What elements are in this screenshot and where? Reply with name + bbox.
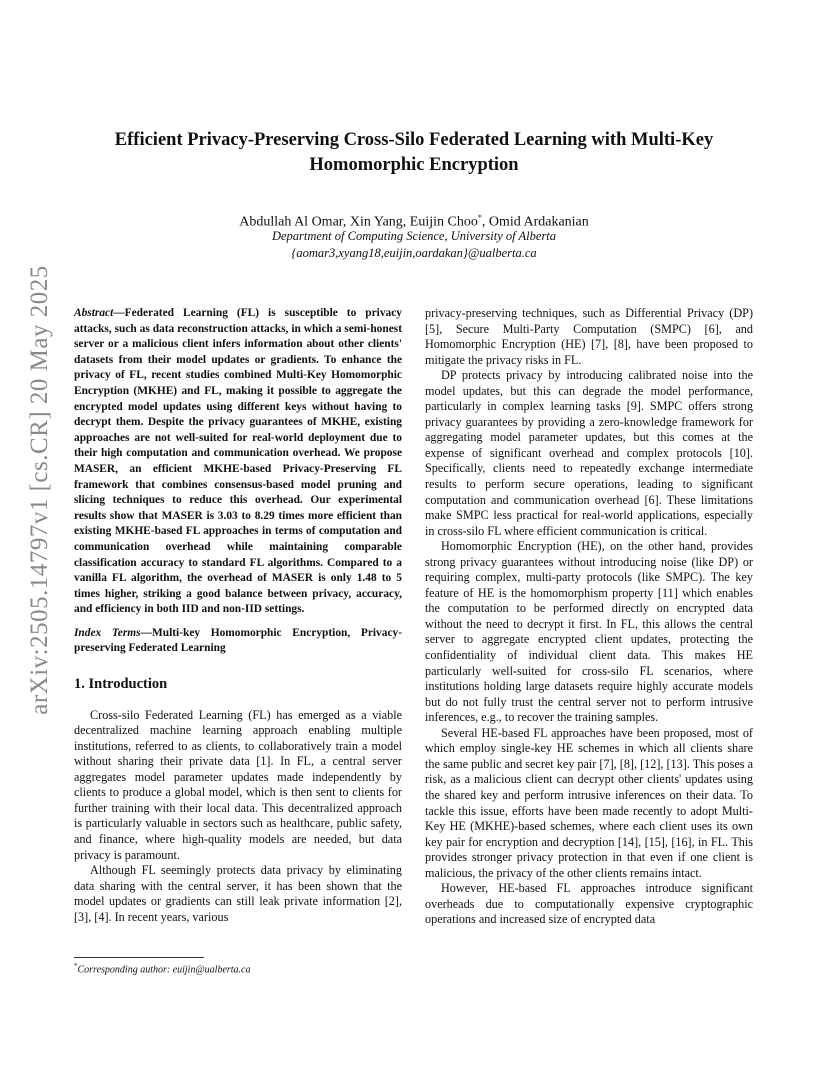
right-column — [425, 306, 753, 928]
paragraph: However, HE-based FL approaches introduce significant overheads due to computationally expensive cryptographic operations and increased size of encrypted data — [425, 881, 753, 927]
index-terms — [74, 626, 402, 657]
paragraph: DP protects privacy by introducing calibrated noise into the model updates, but this can degrade the model performance, particularly in complex learning tasks [9]. SMPC offers strong privacy guarantees by providing a zero-knowledge framework for aggregating model parameter updates, but this comes at the expense of significant overhead and complex protocols [10]. Specifically, clients need to repeatedly exchange intermediate results to perform secure operations, leading to significant computation and communication overhead [6]. These limitations make SMPC less practical for real-world applications, especially in cross-silo FL where efficient communication is critical. — [425, 368, 753, 538]
section-heading: 1. Introduction — [74, 676, 168, 693]
footnote-divider — [74, 957, 204, 958]
paragraph: privacy-preserving techniques, such as Differential Privacy (DP) [5], Secure Multi-Party Computation (SMPC) [6], and Homomorphic Encryption (HE) [7], [8], have been proposed to mitigate the privacy risks in FL. — [425, 306, 753, 367]
footnote-text: Corresponding author: euijin@ualberta.ca — [77, 964, 251, 976]
index-terms-text: —Multi-key Homomorphic Encryption, Privacy-preserving Federated Learning — [74, 626, 402, 655]
paragraph: Although FL seemingly protects data privacy by eliminating data sharing with the central server, it has been shown that the model updates or gradients can still leak private information [2], [3], [4]. In recent years, various — [74, 863, 402, 924]
arxiv-stamp — [20, 265, 60, 715]
authors-part-2: , Omid Ardakanian — [481, 214, 589, 230]
arxiv-stamp-text: arXiv:2505.14797v1 [cs.CR] 20 May 2025 — [26, 265, 53, 715]
affiliation: Department of Computing Science, University of Alberta — [271, 229, 557, 243]
paragraph: Homomorphic Encryption (HE), on the other hand, provides strong privacy guarantees without introducing noise (like DP) or requiring complex, multi-party protocols (like SMPC). The key feature of HE is the homomorphism property [11] which enables the computation to be performed directly on encrypted data without the need to decrypt it first. In FL, this allows the central server to aggregate encrypted client updates, protecting the confidentiality of individual client data. This makes HE particularly well-suited for cross-silo FL scenarios, where institutions holding large datasets require highly accurate models but do not fully trust the central server not to perform intrusive inferences, e.g., to recover the training samples. — [425, 539, 753, 725]
footnote — [74, 962, 251, 975]
abstract-text: —Federated Learning (FL) is susceptible to privacy attacks, such as data reconstruction attacks, in which a semi-honest server or a malicious client infers information about other clients' datasets from their model updates or gradients. To enhance the privacy of FL, recent studies combined Multi-Key Homomorphic Encryption (MKHE) and FL, making it possible to aggregate the encrypted model updates using different keys without having to decrypt them. Despite the privacy guarantees of MKHE, existing approaches are not well-suited for real-world deployment due to their high computation and communication overhead. We propose MASER, an efficient MKHE-based Privacy-Preserving FL framework that combines consensus-based model pruning and slicing techniques to reduce this overhead. Our experimental results show that MASER is 3.03 to 8.29 times more efficient than existing MKHE-based FL approaches in terms of computation and communication overhead while maintaining comparable classification accuracy to standard FL algorithms. Compared to a vanilla FL algorithm, the overhead of MASER is only 1.48 to 5 times higher, striking a good balance between privacy, accuracy, and efficiency in both IID and non-IID settings. — [74, 307, 402, 616]
abstract-label: Abstract — [74, 307, 114, 319]
authors-part-1: Abdullah Al Omar, Xin Yang, Euijin Choo — [239, 214, 478, 230]
index-terms-label: Index Terms — [74, 626, 141, 639]
left-column — [74, 306, 402, 925]
footnote-marker: * — [74, 962, 78, 970]
author-emails: {aomar3,xyang18,euijin,oardakan}@ualberta.ca — [291, 246, 537, 260]
paragraph: Several HE-based FL approaches have been proposed, most of which employ single-key HE schemes in which all clients share the same public and secret key pair [7], [8], [12], [13]. This poses a risk, as a malicious client can decrypt other clients' updates using the shared key and perform intrusive inferences on their data. To tackle this issue, efforts have been made recently to adopt Multi-Key HE (MKHE)-based schemes, where each client uses its own key pair for encryption and decryption [14], [15], [16], in FL. This provides stronger privacy protection in that even if one client is malicious, the privacy of the other clients remains intact. — [425, 725, 753, 880]
paragraph: Cross-silo Federated Learning (FL) has emerged as a viable decentralized machine learning approach enabling multiple institutions, referred to as clients, to collaboratively train a model without sharing their private data [1]. In FL, a central server aggregates model parameter updates made independently by clients to produce a global model, which is then sent to clients for further training with their local data. This decentralized approach is particularly valuable in sectors such as healthcare, public safety, and finance, where high-quality models are needed, but data privacy is paramount. — [74, 707, 402, 862]
corresponding-marker: * — [477, 213, 482, 222]
abstract — [74, 306, 402, 618]
paper-title: Efficient Privacy-Preserving Cross-Silo Federated Learning with Multi-Key Homomorphic Encryption — [114, 130, 714, 175]
